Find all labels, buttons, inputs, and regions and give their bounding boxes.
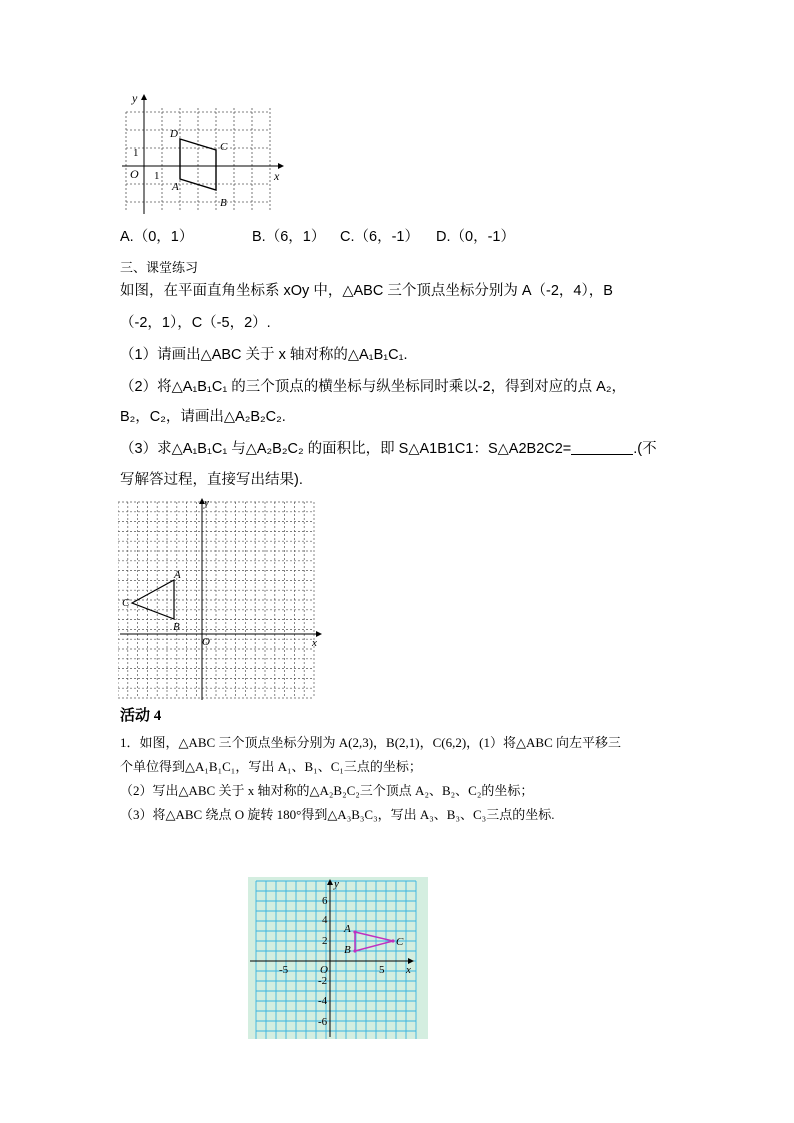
origin-label: O bbox=[320, 964, 328, 976]
activity-heading: 活动 4 bbox=[120, 708, 162, 724]
label-A: A bbox=[174, 569, 181, 581]
x-tick--5: -5 bbox=[279, 964, 289, 976]
y-tick-2: 2 bbox=[322, 935, 328, 947]
y-axis-label: y bbox=[204, 497, 209, 509]
label-C: C bbox=[396, 936, 404, 948]
figure-triangle-grid bbox=[118, 494, 324, 702]
figure-quadrilateral-grid bbox=[118, 92, 288, 222]
y-tick-1: 1 bbox=[133, 147, 139, 159]
label-B: B bbox=[220, 197, 227, 209]
question-2-line2: B₂，C₂，请画出△A₂B₂C₂. bbox=[120, 409, 286, 425]
option-a: A.（0，1） bbox=[120, 229, 194, 245]
x-tick-1: 1 bbox=[154, 170, 160, 182]
option-b: B.（6，1） bbox=[252, 229, 326, 245]
x-axis-label: x bbox=[312, 637, 317, 649]
label-A: A bbox=[344, 923, 351, 935]
y-axis-label: y bbox=[334, 878, 339, 890]
y-tick--2: -2 bbox=[318, 975, 328, 987]
origin-label: O bbox=[130, 167, 139, 181]
y-tick-6: 6 bbox=[322, 895, 328, 907]
label-C: C bbox=[220, 141, 228, 153]
question-3-text: （3）求△A₁B₁C₁ 与△A₂B₂C₂ 的面积比，即 S△A1B1C1：S△A2B2C2= bbox=[120, 441, 572, 457]
y-tick--4: -4 bbox=[318, 995, 328, 1007]
activity-p1-line2: 个单位得到△A₁B₁C₁，写出 A₁、B₁、C₁三点的坐标； bbox=[120, 759, 422, 774]
y-tick--6: -6 bbox=[318, 1016, 328, 1028]
problem-intro-line2: （-2，1），C（-5，2）. bbox=[120, 315, 271, 331]
problem-intro-line1: 如图，在平面直角坐标系 xOy 中，△ABC 三个顶点坐标分别为 A（-2，4），B bbox=[120, 283, 613, 299]
question-1: （1）请画出△ABC 关于 x 轴对称的△A₁B₁C₁. bbox=[120, 347, 408, 363]
activity-p2: （2）写出△ABC 关于 x 轴对称的△A₂B₂C₂三个顶点 A₂、B₂、C₂的坐标； bbox=[120, 783, 534, 798]
question-3-tail: .(不 bbox=[633, 441, 657, 457]
section-heading: 三、课堂练习 bbox=[120, 260, 199, 275]
x-tick-5: 5 bbox=[379, 964, 385, 976]
label-A: A bbox=[172, 181, 179, 193]
label-C: C bbox=[122, 597, 130, 609]
x-axis-label: x bbox=[406, 964, 411, 976]
question-3-line2: 写解答过程，直接写出结果). bbox=[120, 472, 303, 488]
question-3-line1 bbox=[120, 439, 657, 459]
option-c: C.（6，-1） bbox=[340, 229, 419, 245]
x-axis-label: x bbox=[274, 169, 280, 183]
figure-colored-grid bbox=[248, 877, 428, 1039]
answer-blank[interactable] bbox=[571, 440, 633, 455]
origin-label: O bbox=[202, 636, 210, 648]
activity-p3: （3）将△ABC 绕点 O 旋转 180°得到△A₃B₃C₃，写出 A₃、B₃、C₃三点的坐标. bbox=[120, 807, 555, 822]
label-B: B bbox=[344, 944, 351, 956]
question-2-line1: （2）将△A₁B₁C₁ 的三个顶点的横坐标与纵坐标同时乘以-2，得到对应的点 A₂， bbox=[120, 379, 626, 395]
y-tick-4: 4 bbox=[322, 914, 328, 926]
triangle-abc bbox=[132, 580, 174, 619]
label-B: B bbox=[173, 621, 180, 633]
activity-p1-line1: 1．如图，△ABC 三个顶点坐标分别为 A(2,3)，B(2,1)，C(6,2)，(1）将△ABC 向左平移三 bbox=[120, 735, 621, 750]
label-D: D bbox=[170, 128, 178, 140]
option-d: D.（0，-1） bbox=[436, 229, 515, 245]
y-axis-label: y bbox=[132, 92, 138, 105]
